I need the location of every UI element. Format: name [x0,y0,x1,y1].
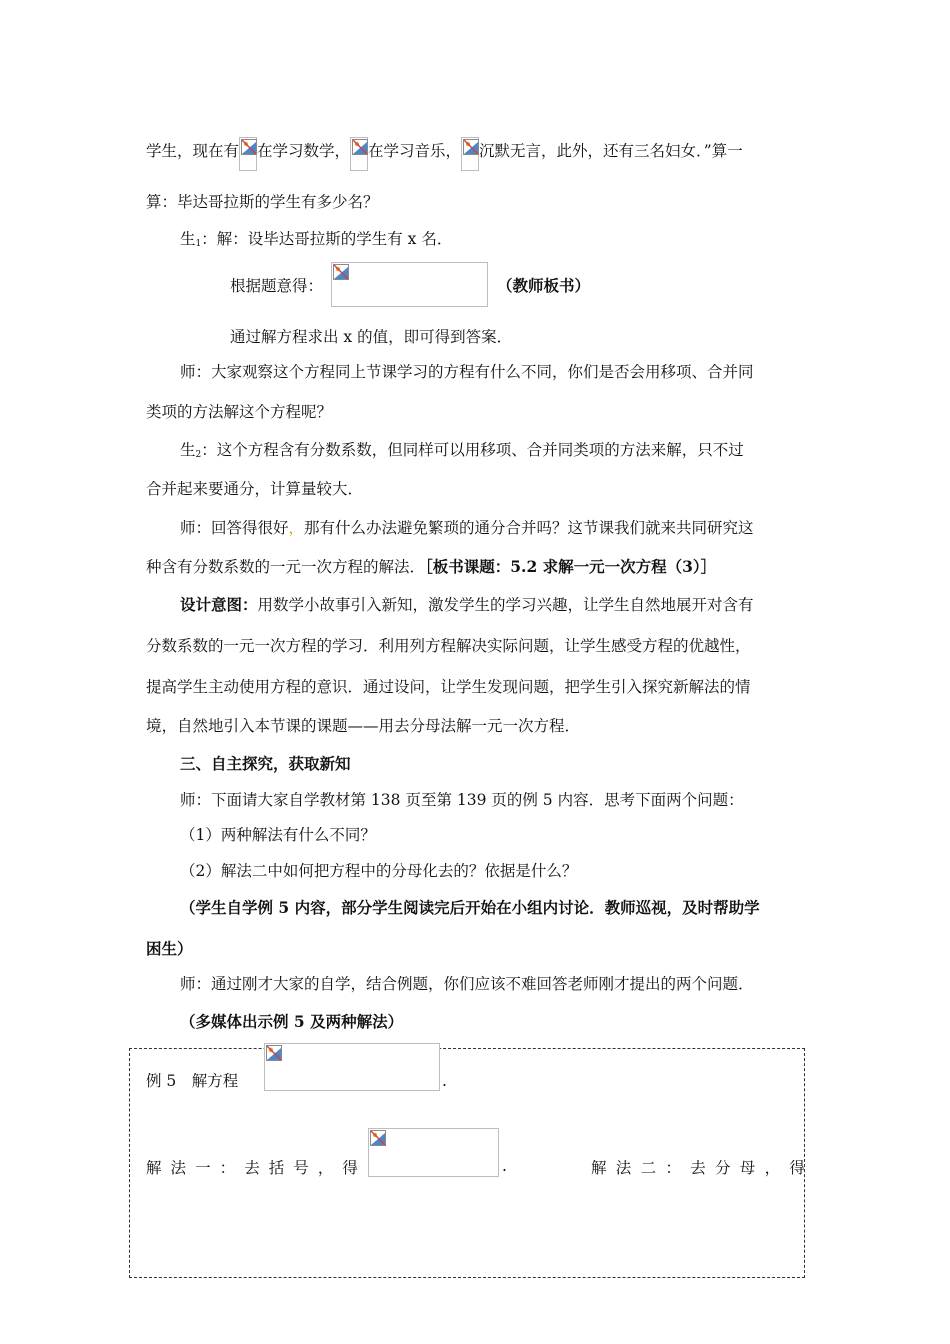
text: 师：回答得很好 [180,519,289,537]
text: 学生，现在有 [146,142,240,160]
paragraph-line [146,677,751,697]
text: 分数系数的一元一次方程的学习．利用列方程解决实际问题，让学生感受方程的优越性， [146,637,751,655]
paragraph-line [180,362,754,382]
text: 三、自主探究，获取新知 [180,754,351,773]
char: 得 [789,1159,805,1177]
text: ：这个方程含有分数系数，但同样可以用移项、合并同类项的方法来解，只不过 [201,441,744,459]
equation-image [331,262,488,307]
text: 例 5 解方程 [146,1072,239,1090]
char: 解 [591,1159,607,1177]
char: 去 [690,1159,706,1177]
design-intent-label: 设计意图： [180,595,258,614]
char: 法 [170,1159,187,1177]
char: 号 [293,1159,309,1177]
equation-image [368,1128,499,1177]
text: （1）两种解法有什么不同？ [180,826,376,844]
text: . [442,1072,447,1090]
text: （学生自学例 5 内容，部分学生阅读完后开始在小组内讨论．教师巡视，及时帮助学 [180,898,760,917]
char: 一 [195,1159,211,1177]
subscript: 1 [195,239,202,249]
paragraph-line [146,402,332,422]
board-title: ［板书课题：5.2 求解一元一次方程（3）］ [425,557,717,576]
char: ： [665,1159,681,1177]
char: 括 [268,1159,285,1177]
solution-two-label [591,1156,805,1178]
paragraph-line [146,192,379,212]
image-placeholder [239,137,257,171]
broken-image-icon [266,1045,282,1061]
solution-one-label [146,1156,358,1178]
char: 去 [244,1159,260,1177]
paragraph-line [180,518,754,538]
paragraph-line [180,974,754,994]
paragraph-line [146,636,751,656]
subscript: 2 [195,450,202,460]
text: 在学习音乐， [368,142,462,160]
image-placeholder [350,137,368,171]
text: 种含有分数系数的一元一次方程的解法． [146,558,426,576]
char: ， [764,1159,781,1177]
text [502,1156,507,1176]
paragraph-line [180,790,744,810]
paragraph-line [146,479,363,499]
text: 类项的方法解这个方程呢？ [146,403,333,421]
char: 母 [739,1159,756,1177]
char: 解 [146,1159,162,1177]
text: . [502,1157,507,1175]
text: 合并起来要通分，计算量较大． [146,480,364,498]
text: 提高学生主动使用方程的意识．通过设问，让学生发现问题，把学生引入探究新解法的情 [146,678,751,696]
text: 生 [180,230,196,248]
broken-image-icon [463,139,479,155]
text: 在学习数学， [257,142,351,160]
example-label [146,1071,238,1091]
text: ：解：设毕达哥拉斯的学生有 x 名． [201,230,453,248]
broken-image-icon [333,264,349,280]
text: 沉默无言，此外，还有三名妇女．”算一 [479,142,743,160]
text [442,1071,447,1091]
text: 师：下面请大家自学教材第 138 页至第 139 页的例 5 内容．思考下面两个问题： [180,791,744,809]
text: ， [288,519,305,537]
text: 生 [180,441,196,459]
text: 困生） [146,939,193,958]
image-placeholder [461,137,479,171]
text: 境，自然地引入本节课的课题——用去分母法解一元一次方程． [146,717,581,735]
paragraph-line [230,276,323,296]
section-heading [180,754,351,774]
char: 分 [714,1159,731,1177]
text: 根据题意得： [230,277,324,295]
equation-image [264,1043,440,1091]
char: 得 [342,1159,358,1177]
text: 算：毕达哥拉斯的学生有多少名？ [146,193,379,211]
text: （教师板书） [497,276,591,295]
broken-image-icon [370,1130,386,1146]
broken-image-icon [352,139,368,155]
paragraph-line [230,327,512,347]
paragraph-line [180,1012,403,1032]
broken-image-icon [241,139,257,155]
text: 用数学小故事引入新知，激发学生的学习兴趣，让学生自然地展开对含有 [257,596,754,614]
paragraph-line [146,716,580,736]
text: 那有什么办法避免繁琐的通分合并吗？这节课我们就来共同研究这 [304,519,754,537]
question-item [180,825,376,845]
text: 师：通过刚才大家的自学，结合例题，你们应该不难回答老师刚才提出的两个问题． [180,975,754,993]
paragraph-line [146,939,193,959]
char: 二 [640,1159,657,1177]
text: 师：大家观察这个方程同上节课学习的方程有什么不同，你们是否会用移项、合并同 [180,363,754,381]
char: ， [317,1159,334,1177]
paragraph-line [180,595,754,615]
text: （多媒体出示例 5 及两种解法） [180,1012,404,1031]
paragraph-line [180,898,760,918]
paragraph-line [146,137,743,171]
paragraph-line [180,229,452,254]
question-item [180,861,577,881]
text: 通过解方程求出 x 的值，即可得到答案． [230,328,513,346]
char: ： [219,1159,236,1177]
paragraph-line [180,440,744,465]
char: 法 [615,1159,632,1177]
paragraph-line [146,557,716,577]
text: （2）解法二中如何把方程中的分母化去的？依据是什么？ [180,862,578,880]
paragraph-line [497,276,590,296]
